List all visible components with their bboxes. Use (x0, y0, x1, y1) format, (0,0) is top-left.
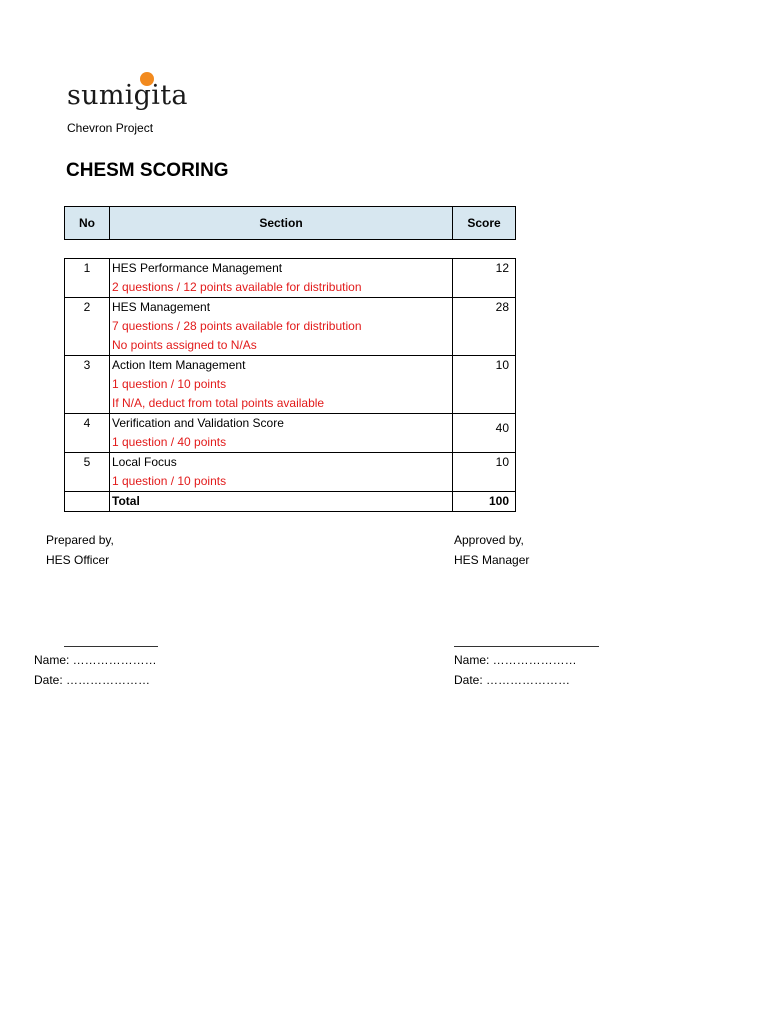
total-label: Total (110, 492, 453, 511)
approved-by-label: Approved by, (454, 533, 524, 547)
prepared-date: Date: ………………… (34, 673, 151, 687)
row-score: 40 (495, 421, 509, 435)
row-no: 4 (65, 414, 110, 452)
section-note: 1 question / 40 points (112, 435, 227, 449)
section-note: No points assigned to N/As (112, 338, 257, 352)
logo-text: sumigita (67, 80, 188, 111)
section-note: 1 question / 10 points (112, 377, 227, 391)
row-score: 10 (495, 455, 509, 469)
row-section (110, 298, 453, 355)
prepared-name: Name: ………………… (34, 653, 157, 667)
approved-by-block (454, 530, 529, 570)
section-note: 2 questions / 12 points available for distribution (112, 280, 362, 294)
row-section (110, 414, 453, 452)
project-name: Chevron Project (67, 121, 154, 135)
approved-by-role: HES Manager (454, 553, 530, 567)
row-score: 28 (495, 300, 509, 314)
total-value: 100 (488, 494, 509, 508)
table-row (65, 414, 515, 453)
table-row (65, 356, 515, 414)
header-no: No (65, 207, 110, 239)
table-row (65, 453, 515, 492)
section-note: 7 questions / 28 points available for distribution (112, 319, 362, 333)
section-note: If N/A, deduct from total points available (112, 396, 325, 410)
row-score: 10 (495, 358, 509, 372)
approved-date: Date: ………………… (454, 673, 571, 687)
row-score: 12 (495, 261, 509, 275)
prepared-by-label: Prepared by, (46, 533, 114, 547)
header-section: Section (110, 207, 453, 239)
approved-name: Name: ………………… (454, 653, 577, 667)
company-logo (67, 70, 227, 116)
section-title: Action Item Management (112, 358, 246, 372)
approved-signature-line (454, 646, 599, 647)
row-section (110, 259, 453, 297)
page-title: CHESM SCORING (66, 160, 229, 181)
scoring-table (64, 258, 516, 512)
row-no: 2 (65, 298, 110, 355)
section-title: Verification and Validation Score (112, 416, 284, 430)
table-header (64, 206, 516, 240)
total-row (65, 492, 515, 511)
section-title: HES Management (112, 300, 211, 314)
row-no: 5 (65, 453, 110, 491)
approved-name-date (454, 650, 577, 690)
header-score: Score (467, 216, 501, 230)
section-title: HES Performance Management (112, 261, 283, 275)
section-note: 1 question / 10 points (112, 474, 227, 488)
prepared-by-role: HES Officer (46, 553, 110, 567)
row-section (110, 453, 453, 491)
total-no-cell (65, 492, 110, 511)
table-row (65, 259, 515, 298)
table-row (65, 298, 515, 356)
prepared-signature-line (64, 646, 158, 647)
row-no: 3 (65, 356, 110, 413)
row-no: 1 (65, 259, 110, 297)
section-title: Local Focus (112, 455, 177, 469)
prepared-name-date (34, 650, 160, 690)
row-section (110, 356, 453, 413)
prepared-by-block (46, 530, 180, 570)
